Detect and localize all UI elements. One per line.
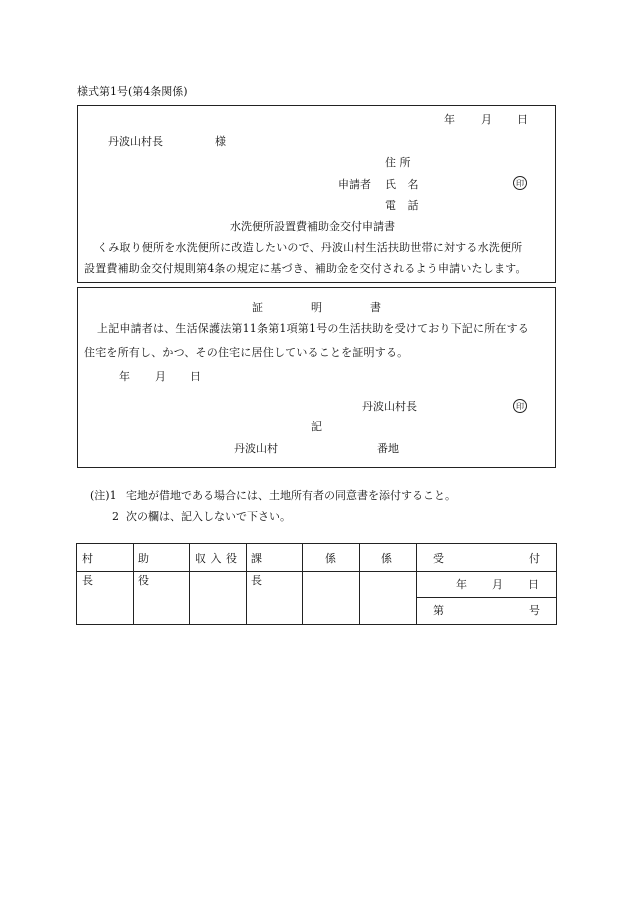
receipt-number-prefix: 第 <box>433 604 444 617</box>
application-title: 水洗便所設置費補助金交付申請書 <box>230 220 395 233</box>
certificate-box <box>77 287 556 468</box>
office-table-col-divider <box>416 543 417 625</box>
receipt-day: 日 <box>528 578 539 591</box>
honorific: 様 <box>215 135 226 148</box>
certificate-body-line1: 上記申請者は、生活保護法第11条第1項第1号の生活扶助を受けており下記に所在する <box>97 322 529 335</box>
location-village: 丹波山村 <box>234 442 278 455</box>
certificate-date-year: 年 <box>119 370 130 383</box>
note2-prefix: 2 <box>112 510 119 523</box>
address-label-text: 住 所 <box>385 156 411 169</box>
certificate-ki: 記 <box>311 420 322 433</box>
certificate-title-3: 書 <box>370 301 381 314</box>
header-treasurer: 収 入 役 <box>195 552 237 565</box>
header-village-head: 村 長 <box>82 552 93 587</box>
header-deputy: 助 役 <box>138 552 149 587</box>
application-body-line2: 設置費補助金交付規則第4条の規定に基づき、補助金を交付されるよう申請いたします。 <box>84 262 527 275</box>
application-date-year: 年 <box>444 113 455 126</box>
office-table-col-divider <box>133 543 134 625</box>
application-date-month: 月 <box>481 113 492 126</box>
header-section-chief: 課 長 <box>251 552 262 587</box>
certificate-issuer: 丹波山村長 <box>362 400 417 413</box>
address-label <box>385 157 421 168</box>
header-receipt-1: 受 <box>433 552 444 565</box>
header-staff-1: 係 <box>325 552 336 565</box>
office-table-col-divider <box>189 543 190 625</box>
header-receipt-2: 付 <box>529 552 540 565</box>
office-table-col-divider <box>302 543 303 625</box>
applicant-label: 申請者 <box>338 178 371 191</box>
header-staff-2: 係 <box>381 552 392 565</box>
certificate-date-day: 日 <box>190 370 201 383</box>
note1-prefix: (注)1 <box>90 489 117 502</box>
certificate-date-month: 月 <box>155 370 166 383</box>
certificate-body-line2: 住宅を所有し、かつ、その住宅に居住していることを証明する。 <box>84 346 409 359</box>
certificate-title-2: 明 <box>311 301 322 314</box>
office-table-col-divider <box>246 543 247 625</box>
addressee: 丹波山村長 <box>108 135 163 148</box>
issuer-seal-icon: 印 <box>513 399 527 413</box>
application-body-line1: くみ取り便所を水洗便所に改造したいので、丹波山村生活扶助世帯に対する水洗便所 <box>97 241 523 254</box>
phone-label: 電 話 <box>385 199 419 212</box>
receipt-month: 月 <box>492 578 503 591</box>
certificate-title-1: 証 <box>252 301 263 314</box>
application-date-day: 日 <box>517 113 528 126</box>
note2-text: 次の欄は、記入しないで下さい。 <box>126 510 291 523</box>
name-label: 氏 名 <box>385 178 419 191</box>
application-box <box>77 105 556 283</box>
location-banchi: 番地 <box>377 442 399 455</box>
receipt-year: 年 <box>456 578 467 591</box>
office-table-col-divider <box>359 543 360 625</box>
form-label: 様式第1号(第4条関係) <box>77 85 188 98</box>
applicant-seal-icon: 印 <box>513 176 527 190</box>
receipt-number-suffix: 号 <box>529 604 540 617</box>
note1-text: 宅地が借地である場合には、土地所有者の同意書を添付すること。 <box>126 489 456 502</box>
office-table-receipt-divider <box>416 597 557 598</box>
